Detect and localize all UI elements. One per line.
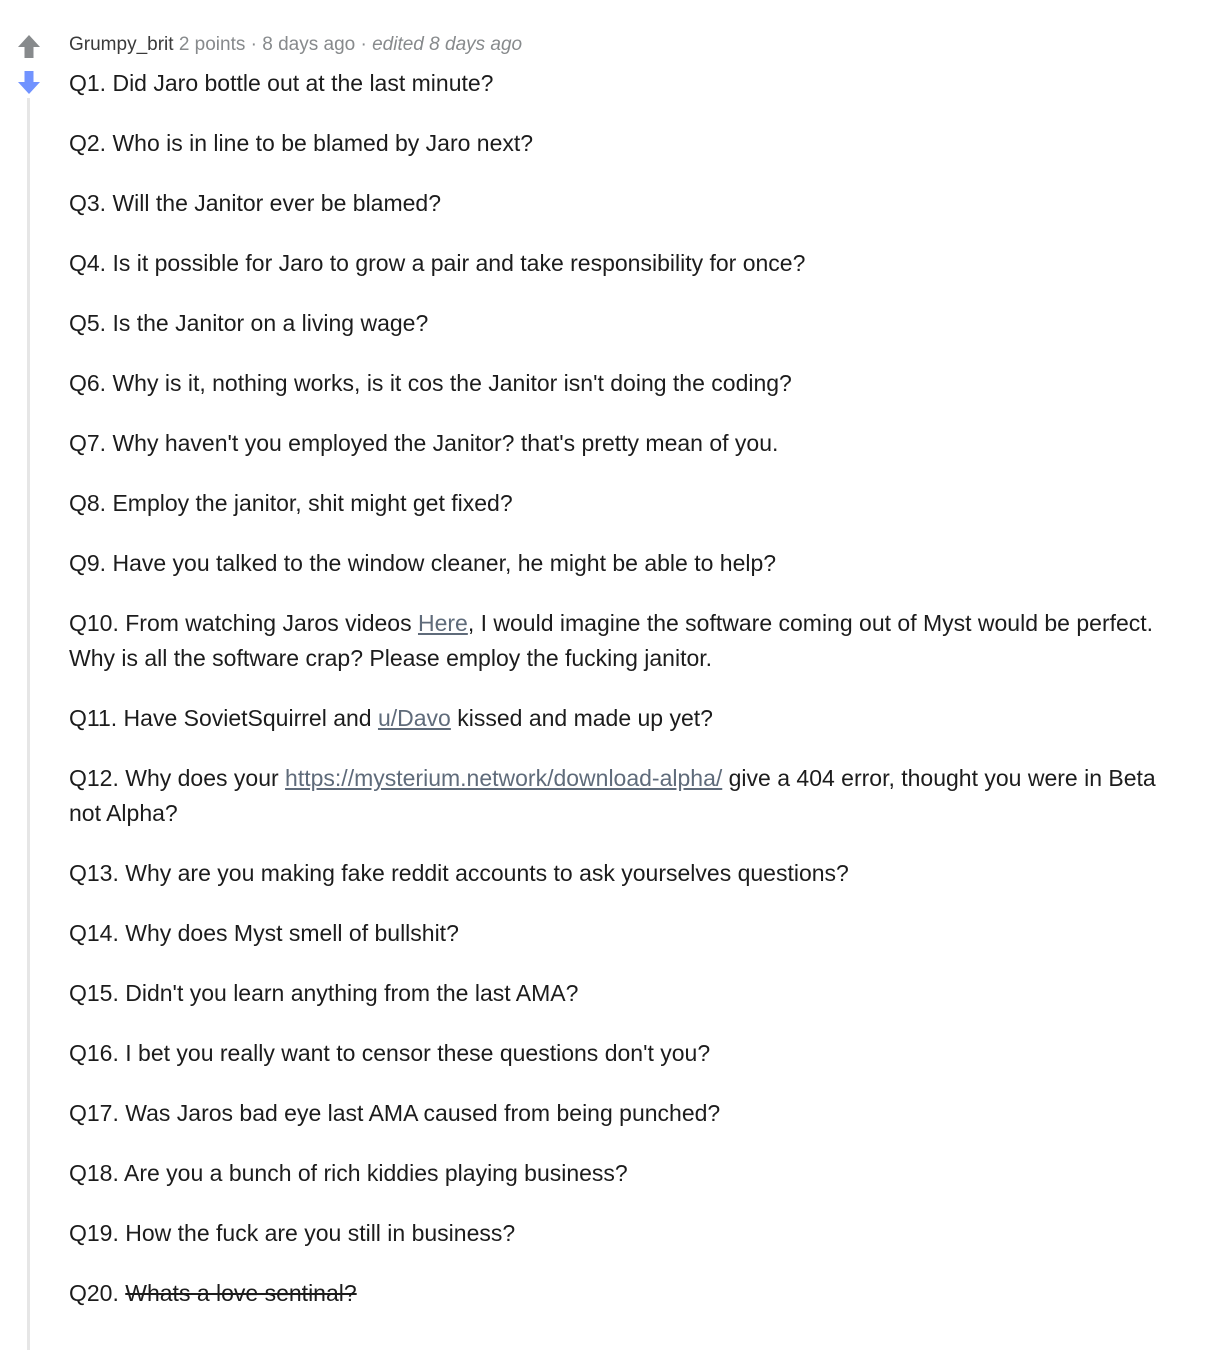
question-link[interactable]: u/Davo <box>377 705 451 731</box>
comment-author[interactable]: Grumpy_brit <box>69 34 174 55</box>
question-link[interactable]: https://mysterium.network/download-alpha/ <box>285 765 723 791</box>
comment-paragraph-q20 <box>69 1276 1189 1311</box>
comment-paragraph-q17 <box>69 1096 1189 1131</box>
question-text: , I would imagine the software coming out of Myst would be perfect. Why is all the software crap? Please employ the fucking janitor. <box>69 610 1154 671</box>
comment-paragraph-q18 <box>69 1156 1189 1191</box>
comment-body <box>69 66 1189 1311</box>
question-text: Q16. I bet you really want to censor these questions don't you? <box>69 1040 711 1066</box>
comment-paragraph-q7 <box>69 426 1189 461</box>
comment <box>69 31 1189 1336</box>
comment-edited: edited 8 days ago <box>372 34 523 55</box>
question-text: Q4. Is it possible for Jaro to grow a pair and take responsibility for once? <box>69 250 806 276</box>
comment-paragraph-q6 <box>69 366 1189 401</box>
question-text: Q2. Who is in line to be blamed by Jaro next? <box>69 130 534 156</box>
question-text: Q12. Why does your <box>69 765 286 791</box>
question-text: Q7. Why haven't you employed the Janitor? that's pretty mean of you. <box>69 430 779 456</box>
question-text: Q3. Will the Janitor ever be blamed? <box>69 190 442 216</box>
question-text: Q8. Employ the janitor, shit might get fixed? <box>69 490 513 516</box>
question-text: Q14. Why does Myst smell of bullshit? <box>69 920 459 946</box>
comment-meta <box>69 31 1189 59</box>
comment-points: 2 points <box>178 34 246 55</box>
comment-paragraph-q4 <box>69 246 1189 281</box>
vote-column <box>14 32 44 97</box>
question-text: Q5. Is the Janitor on a living wage? <box>69 310 429 336</box>
question-text: Q6. Why is it, nothing works, is it cos the Janitor isn't doing the coding? <box>69 370 792 396</box>
question-text: give a 404 error, thought you were in Beta not Alpha? <box>69 765 1156 826</box>
comment-paragraph-q5 <box>69 306 1189 341</box>
question-text: kissed and made up yet? <box>450 705 713 731</box>
comment-paragraph-q19 <box>69 1216 1189 1251</box>
comment-paragraph-q10 <box>69 606 1189 676</box>
question-text: Q17. Was Jaros bad eye last AMA caused from being punched? <box>69 1100 721 1126</box>
comment-paragraph-q16 <box>69 1036 1189 1071</box>
comment-paragraph-q9 <box>69 546 1189 581</box>
question-text: Q18. Are you a bunch of rich kiddies playing business? <box>69 1160 628 1186</box>
struck-text: Whats a love sentinal? <box>125 1280 357 1306</box>
upvote-arrow-icon[interactable] <box>14 32 44 62</box>
downvote-arrow-icon[interactable] <box>14 67 44 97</box>
question-text: Q15. Didn't you learn anything from the last AMA? <box>69 980 579 1006</box>
meta-separator: · <box>250 34 257 55</box>
question-text: Q10. From watching Jaros videos <box>69 610 418 636</box>
question-text: Q13. Why are you making fake reddit accounts to ask yourselves questions? <box>69 860 849 886</box>
comment-paragraph-q1 <box>69 66 1189 101</box>
comment-paragraph-q2 <box>69 126 1189 161</box>
comment-paragraph-q12 <box>69 761 1189 831</box>
comment-paragraph-q14 <box>69 916 1189 951</box>
comment-paragraph-q3 <box>69 186 1189 221</box>
question-link[interactable]: Here <box>417 610 468 636</box>
comment-paragraph-q15 <box>69 976 1189 1011</box>
question-text: Q20. <box>69 1280 126 1306</box>
question-text: Q19. How the fuck are you still in business? <box>69 1220 516 1246</box>
comment-paragraph-q13 <box>69 856 1189 891</box>
comment-paragraph-q11 <box>69 701 1189 736</box>
question-text: Q9. Have you talked to the window cleaner, he might be able to help? <box>69 550 777 576</box>
comment-paragraph-q8 <box>69 486 1189 521</box>
question-text: Q1. Did Jaro bottle out at the last minute? <box>69 70 494 96</box>
question-text: Q11. Have SovietSquirrel and <box>69 705 378 731</box>
meta-separator: · <box>360 34 367 55</box>
thread-collapse-line[interactable] <box>27 98 30 1350</box>
comment-time[interactable]: 8 days ago <box>262 34 356 55</box>
